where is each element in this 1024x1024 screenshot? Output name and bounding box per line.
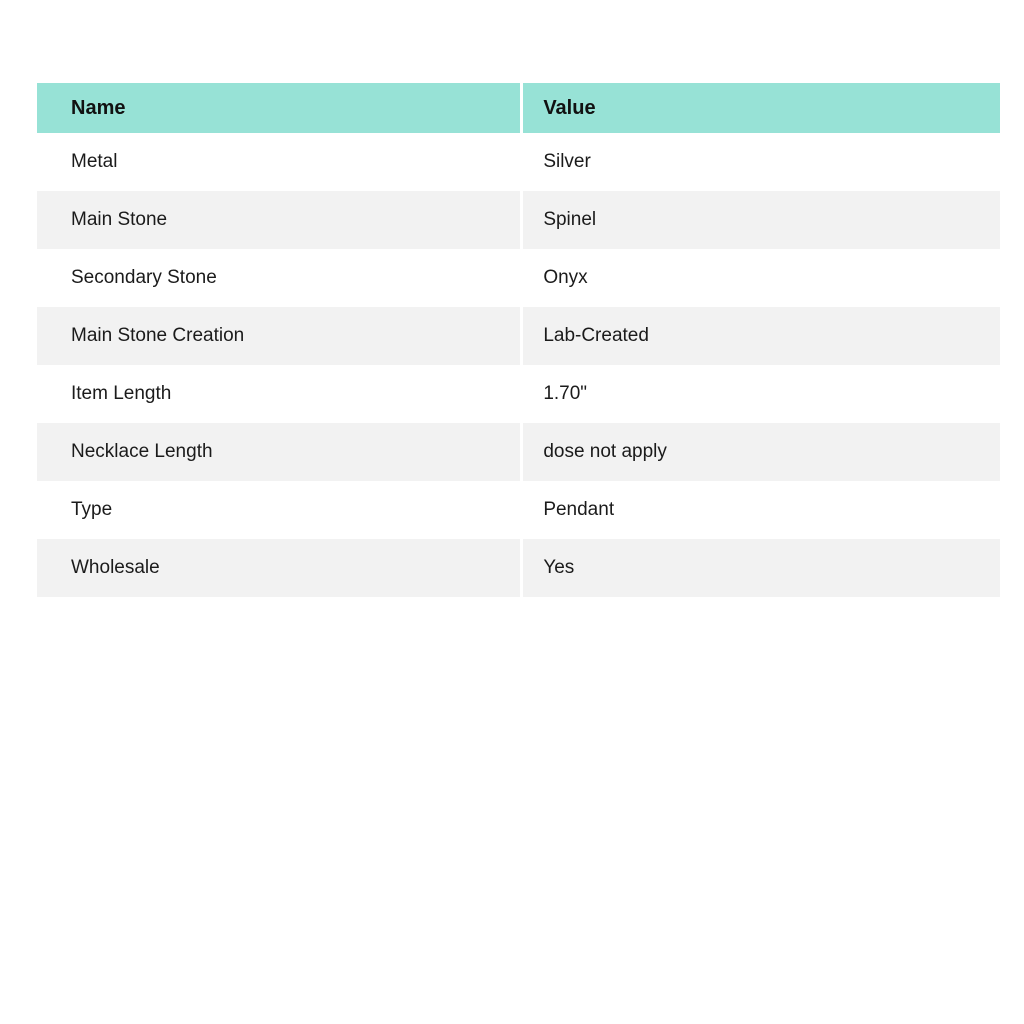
attribute-value: 1.70" [543,383,588,404]
attribute-value-cell [523,191,1000,249]
attribute-name: Metal [71,151,118,172]
attribute-name-cell [37,481,523,539]
attribute-name-cell [37,423,523,481]
table-body [37,133,1000,597]
attribute-value-cell [523,307,1000,365]
header-row [37,83,1000,133]
table-row [37,307,1000,365]
table-header [37,83,1000,133]
attribute-name-cell [37,539,523,597]
attribute-value: dose not apply [543,441,667,462]
attribute-name-cell [37,133,523,191]
attribute-value: Spinel [543,209,597,230]
column-header-name-label: Name [71,96,126,119]
attribute-name: Secondary Stone [71,267,217,288]
table-row [37,539,1000,597]
attribute-name-cell [37,365,523,423]
attribute-name-cell [37,307,523,365]
attribute-name: Wholesale [71,557,160,578]
attribute-name: Type [71,499,113,520]
table-row [37,133,1000,191]
column-header-value [523,83,1000,133]
table-row [37,481,1000,539]
attribute-value: Yes [543,557,575,578]
attribute-name-cell [37,249,523,307]
attribute-value-cell [523,365,1000,423]
table-row [37,249,1000,307]
attribute-value: Onyx [543,267,588,288]
attribute-name-cell [37,191,523,249]
column-header-value-label: Value [543,96,596,119]
attribute-name: Necklace Length [71,441,213,462]
attribute-name: Main Stone Creation [71,325,245,346]
attribute-value: Pendant [543,499,615,520]
table-row [37,191,1000,249]
attribute-value-cell [523,423,1000,481]
table-row [37,365,1000,423]
column-header-name [37,83,523,133]
attribute-name: Item Length [71,383,172,404]
attribute-value: Lab-Created [543,325,649,346]
attribute-value-cell [523,539,1000,597]
attribute-value-cell [523,481,1000,539]
attribute-value-cell [523,133,1000,191]
attribute-value-cell [523,249,1000,307]
attributes-table [37,83,1000,597]
attribute-name: Main Stone [71,209,168,230]
attribute-value: Silver [543,151,591,172]
table-row [37,423,1000,481]
